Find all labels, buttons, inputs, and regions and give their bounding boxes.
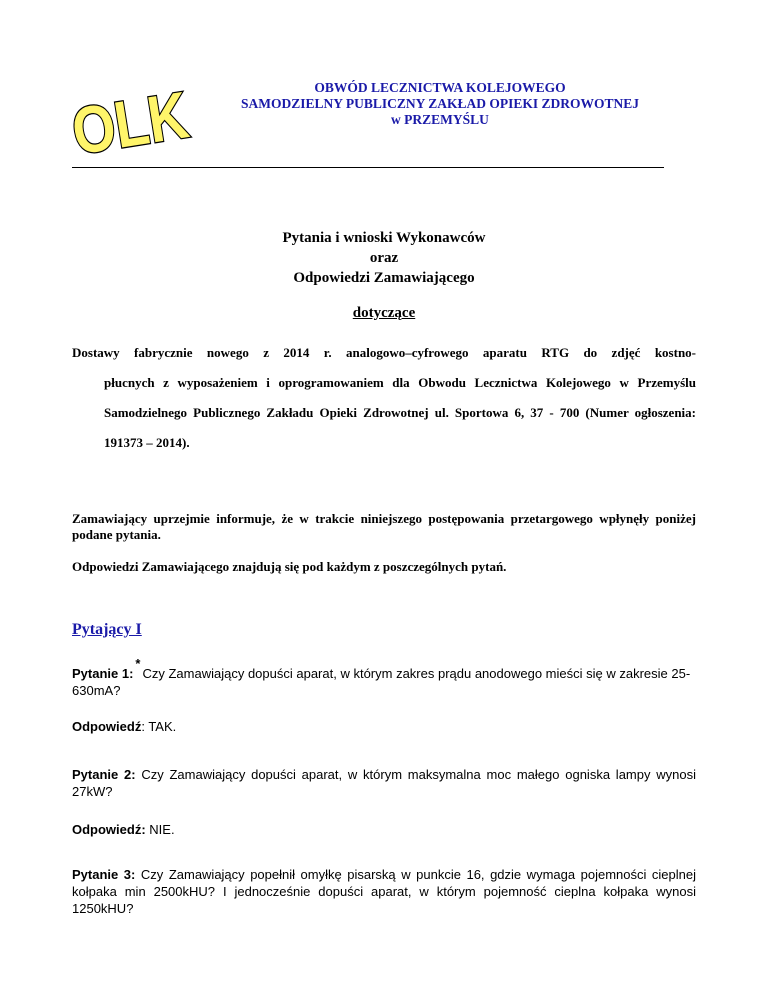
intro-paragraph-1: Zamawiający uprzejmie informuje, że w trakcie niniejszego postępowania przetargowego wpłynęły poniżej podane pytania. <box>72 511 696 542</box>
answer-1-label: Odpowiedź <box>72 719 142 734</box>
question-2 <box>72 766 696 800</box>
subject-paragraph <box>72 338 696 458</box>
olk-logo <box>64 62 217 169</box>
answer-1-text: : TAK. <box>141 719 177 734</box>
section-heading: Pytający I <box>72 621 142 638</box>
question-3-label: Pytanie 3: <box>72 867 136 882</box>
question-1-marker: * <box>135 656 141 671</box>
organization-header <box>200 80 680 128</box>
subject-line-1: Dostawy fabrycznie nowego z 2014 r. analogowo–cyfrowego aparatu RTG do zdjęć kostno- <box>72 345 696 360</box>
answer-2 <box>72 821 696 838</box>
subject-rest: płucnych z wyposażeniem i oprogramowaniem dla Obwodu Lecznictwa Kolejowego w Przemyślu Samodzielnego Publicznego Zakładu Opieki Zdrowotnej ul. Sportowa 6, 37 - 700 (Numer ogłoszenia: 191373 – 2014). <box>104 375 696 450</box>
document-subtitle: dotyczące <box>352 305 416 321</box>
question-3-text: Czy Zamawiający popełnił omyłkę pisarską w punkcie 16, gdzie wymaga pojemności cieplnej kołpaka min 2500kHU? I jednocześnie dopuści aparat, w którym pojemność cieplna kołpaka wynosi 1250kHU? <box>72 867 696 916</box>
title-line-3: Odpowiedzi Zamawiającego <box>293 270 475 286</box>
answer-1 <box>72 718 696 735</box>
question-1-label: Pytanie 1: <box>72 666 134 681</box>
org-line-1: OBWÓD LECZNICTWA KOLEJOWEGO <box>314 80 566 95</box>
question-2-text: Czy Zamawiający dopuści aparat, w którym maksymalna moc małego ogniska lampy wynosi 27kW? <box>72 767 696 799</box>
title-line-2: oraz <box>369 250 399 266</box>
header-divider <box>72 167 664 168</box>
question-1-text: Czy Zamawiający dopuści aparat, w którym zakres prądu anodowego mieści się w zakresie 25-630mA? <box>72 666 691 698</box>
question-1 <box>72 656 696 699</box>
org-line-3: w PRZEMYŚLU <box>391 112 489 127</box>
title-line-1: Pytania i wnioski Wykonawców <box>282 230 486 246</box>
answer-2-label: Odpowiedź: <box>72 822 146 837</box>
question-2-label: Pytanie 2: <box>72 767 136 782</box>
org-line-2: SAMODZIELNY PUBLICZNY ZAKŁAD OPIEKI ZDROWOTNEJ <box>240 96 640 111</box>
svg-text:OLK: OLK <box>66 73 217 169</box>
answer-2-text: NIE. <box>149 822 175 837</box>
document-title <box>72 228 696 288</box>
intro-paragraph-2: Odpowiedzi Zamawiającego znajdują się pod każdym z poszczególnych pytań. <box>72 559 507 574</box>
question-3 <box>72 866 696 917</box>
